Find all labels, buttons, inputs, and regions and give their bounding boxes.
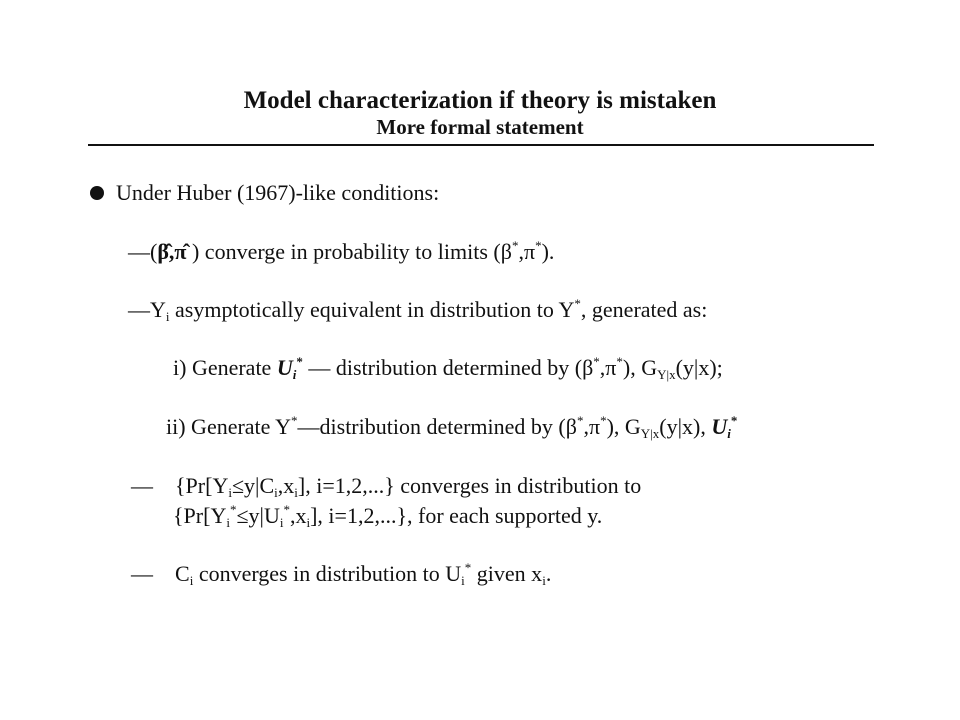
text-run: ii) Generate Y [166,414,292,439]
text-run: ], i=1,2,...} converges in distribution to [297,473,642,498]
superscript: * [229,502,237,517]
subscript: i [189,573,194,588]
subscript: i [294,485,298,500]
text-run: given x [471,561,543,586]
slide-subtitle: More formal statement [376,115,584,139]
subscript: Y|x [657,367,676,382]
superscript: * [291,413,298,428]
subscript: i [165,309,170,324]
text-run: —distribution determined by (β [297,414,577,439]
text-run: asymptotically equivalent in distribution to Y [169,297,575,322]
text-run: ), G [622,355,658,380]
text-run: (y|x); [675,355,723,380]
text-run: —Y [128,297,166,322]
text-run: ,π [583,414,601,439]
subscript: i [228,485,232,500]
bullet-text: Under Huber (1967)-like conditions: [116,180,440,205]
beta-pi-hat: β̂,π̂ [157,239,187,264]
subscript: i [306,515,311,530]
text-run: — C [131,561,190,586]
text-run: {Pr[Y [173,503,227,528]
u-symbol: U [711,414,728,439]
superscript: * [730,413,738,428]
text-run: . [545,561,552,586]
text-run: ,x [289,503,307,528]
line-generate-u [173,355,723,381]
text-run: ≤y|C [231,473,275,498]
text-run: ], i=1,2,...}, for each supported y. [310,503,603,528]
line-pr-converges [131,473,641,499]
text-run: ,x [277,473,295,498]
subscript: i [727,426,731,441]
subscript: Y|x [640,426,660,441]
bullet-under-huber [90,180,439,206]
text-run: , generated as: [580,297,708,322]
text-run: (y|x), [659,414,712,439]
slide-title: Model characterization if theory is mistaken [243,87,717,114]
text-run: —( [128,239,158,264]
u-symbol: U [276,355,293,380]
subscript: i [542,573,546,588]
text-run: ). [541,239,555,264]
subscript: i [461,573,465,588]
text-run: converges in distribution to U [193,561,462,586]
superscript: * [600,413,607,428]
text-run: ≤y|U [236,503,280,528]
text-run: ,π [599,355,617,380]
line-converge-probability [128,239,554,265]
superscript: * [283,502,290,517]
slide-header [0,86,960,139]
text-run: — distribution determined by (β [302,355,594,380]
title-divider [88,144,874,146]
text-run: ), G [606,414,641,439]
superscript: * [535,238,542,253]
text-run: i) Generate [173,355,277,380]
superscript: * [296,354,303,369]
text-run: — {Pr[Y [131,473,229,498]
superscript: * [593,354,600,369]
bullet-dot-icon [90,186,104,200]
subscript: i [226,515,230,530]
line-asymptotic-equivalence [128,297,707,323]
text-run: ,π [518,239,536,264]
line-c-converges [131,561,551,587]
superscript: * [511,238,519,253]
text-run: ) converge in probability to limits (β [186,239,512,264]
subscript: i [292,367,297,382]
superscript: * [576,413,584,428]
subscript: i [279,515,284,530]
subscript: i [274,485,278,500]
superscript: * [574,296,581,311]
superscript: * [464,560,472,575]
superscript: * [616,354,623,369]
line-generate-y [166,414,737,440]
line-pr-target [173,503,602,529]
